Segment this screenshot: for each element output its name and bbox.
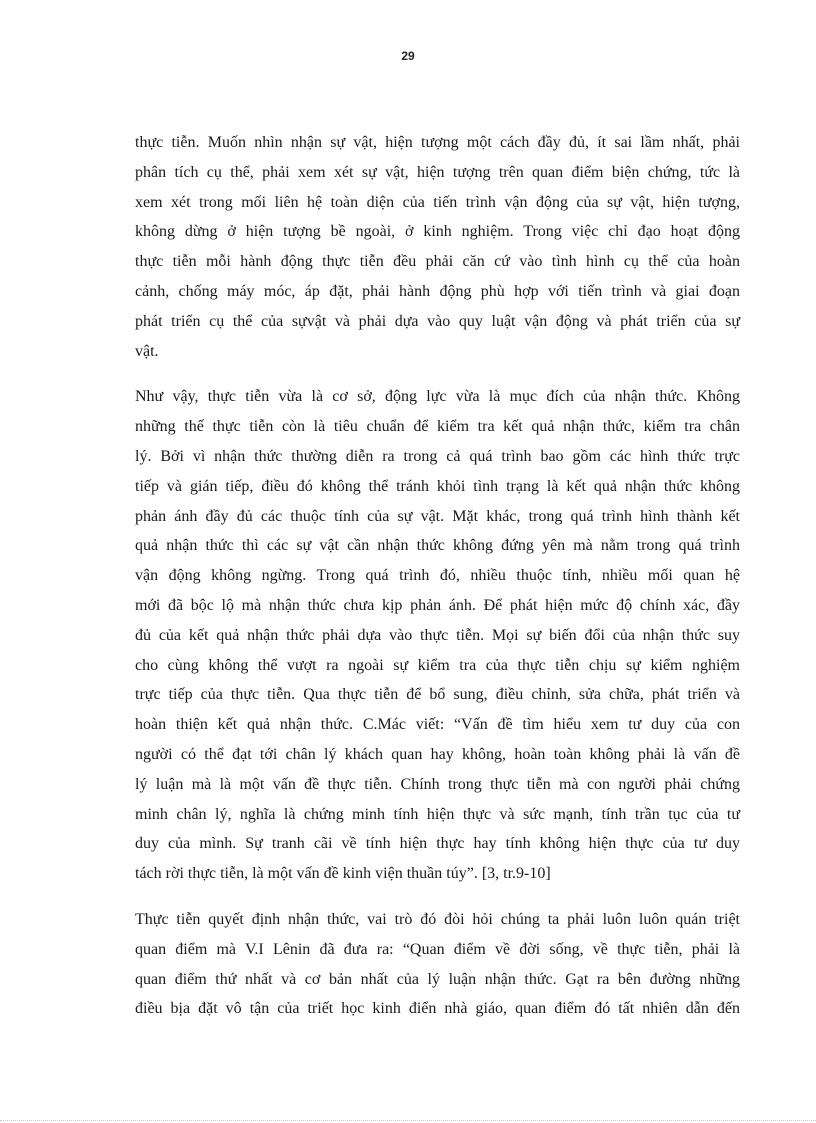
- text-line: cảnh, chống máy móc, áp đặt, phải hành động phù hợp với tiến trình và giai đoạn: [135, 282, 740, 300]
- paragraph-3: [135, 905, 740, 1024]
- text-line: mới đã bộc lộ mà nhận thức chưa kịp phản ánh. Để phát hiện mức độ chính xác, đầy: [135, 596, 740, 614]
- text-line: thực tiễn. Muốn nhìn nhận sự vật, hiện tượng một cách đầy đủ, ít sai lầm nhất, phải: [135, 134, 740, 151]
- text-line: tiếp và gián tiếp, điều đó không thể tránh khỏi tình trạng là kết quả nhận thức không: [135, 477, 740, 495]
- text-line: lý luận mà là một vấn đề thực tiễn. Chính trong thực tiễn mà con người phải chứng: [135, 775, 740, 793]
- text-line: phản ánh đầy đủ các thuộc tính của sự vật. Mặt khác, trong quá trình hình thành kết: [135, 507, 740, 525]
- text-line: không dừng ở hiện tượng bề ngoài, ở kinh nghiệm. Trong việc chỉ đạo hoạt động: [135, 223, 740, 241]
- text-line: lý. Bởi vì nhận thức thường diễn ra trong cả quá trình bao gồm các hình thức trực: [135, 447, 740, 465]
- text-line: duy của mình. Sự tranh cãi về tính hiện thực hay tính không hiện thực của tư duy: [135, 835, 740, 853]
- page-bottom-edge: [0, 1120, 816, 1121]
- text-line: trực tiếp của thực tiễn. Qua thực tiễn để bổ sung, điều chỉnh, sửa chữa, phát triển và: [135, 686, 740, 704]
- text-line: đủ của kết quả nhận thức phải dựa vào thực tiễn. Mọi sự biến đổi của nhận thức suy: [135, 626, 740, 644]
- text-line: phân tích cụ thể, phải xem xét sự vật, hiện tượng trên quan điểm biện chứng, tức là: [135, 163, 740, 181]
- text-line: quan điểm mà V.I Lênin đã đưa ra: “Quan điểm về đời sống, về thực tiễn, phải là: [135, 940, 740, 958]
- text-line: Thực tiễn quyết định nhận thức, vai trò đó đòi hỏi chúng ta phải luôn luôn quán triệt: [135, 910, 740, 928]
- text-line: quan điểm thứ nhất và cơ bản nhất của lý luận nhận thức. Gạt ra bên đường những: [135, 970, 740, 988]
- text-line: điều bịa đặt vô tận của triết học kinh điển nhà giáo, quan điểm đó tất nhiên dẫn đến: [135, 1000, 740, 1018]
- text-line: cho cùng không thể vượt ra ngoài sự kiểm tra của thực tiễn chịu sự kiểm nghiệm: [135, 656, 740, 674]
- text-line: Như vậy, thực tiễn vừa là cơ sở, động lực vừa là mục đích của nhận thức. Không: [135, 388, 740, 406]
- text-line: tách rời thực tiễn, là một vấn đề kinh viện thuần túy”. [3, tr.9-10]: [135, 865, 551, 883]
- text-line: xem xét trong mối liên hệ toàn diện của tiến trình vận động của sự vật, hiện tượng,: [135, 193, 740, 211]
- page-number: 29: [401, 49, 415, 63]
- text-line: hoàn thiện kết quả nhận thức. C.Mác viết: “Vấn đề tìm hiểu xem tư duy của con: [135, 716, 740, 734]
- text-line: quả nhận thức thì các sự vật cần nhận thức không đứng yên mà nằm trong quá trình: [135, 537, 740, 555]
- text-line: vật.: [135, 342, 159, 360]
- text-line: người có thể đạt tới chân lý khách quan hay không, hoàn toàn không phải là vấn đề: [135, 745, 740, 763]
- text-line: phát triển cụ thể của sựvật và phải dựa vào quy luật vận động và phát triển của sự: [135, 312, 740, 330]
- text-line: vận động không ngừng. Trong quá trình đó, nhiều thuộc tính, nhiều mối quan hệ: [135, 567, 740, 585]
- paragraph-1: [135, 128, 740, 366]
- text-line: minh chân lý, nghĩa là chứng minh tính hiện thực và sức mạnh, tính trần tục của tư: [135, 805, 740, 823]
- paragraph-2: [135, 382, 740, 889]
- text-line: những thế thực tiễn còn là tiêu chuẩn để kiểm tra kết quả nhận thức, kiểm tra chân: [135, 418, 740, 436]
- text-line: thực tiễn mỗi hành động thực tiễn đều phải căn cứ vào tình hình cụ thể của hoàn: [135, 253, 740, 271]
- body-text: [135, 128, 740, 1040]
